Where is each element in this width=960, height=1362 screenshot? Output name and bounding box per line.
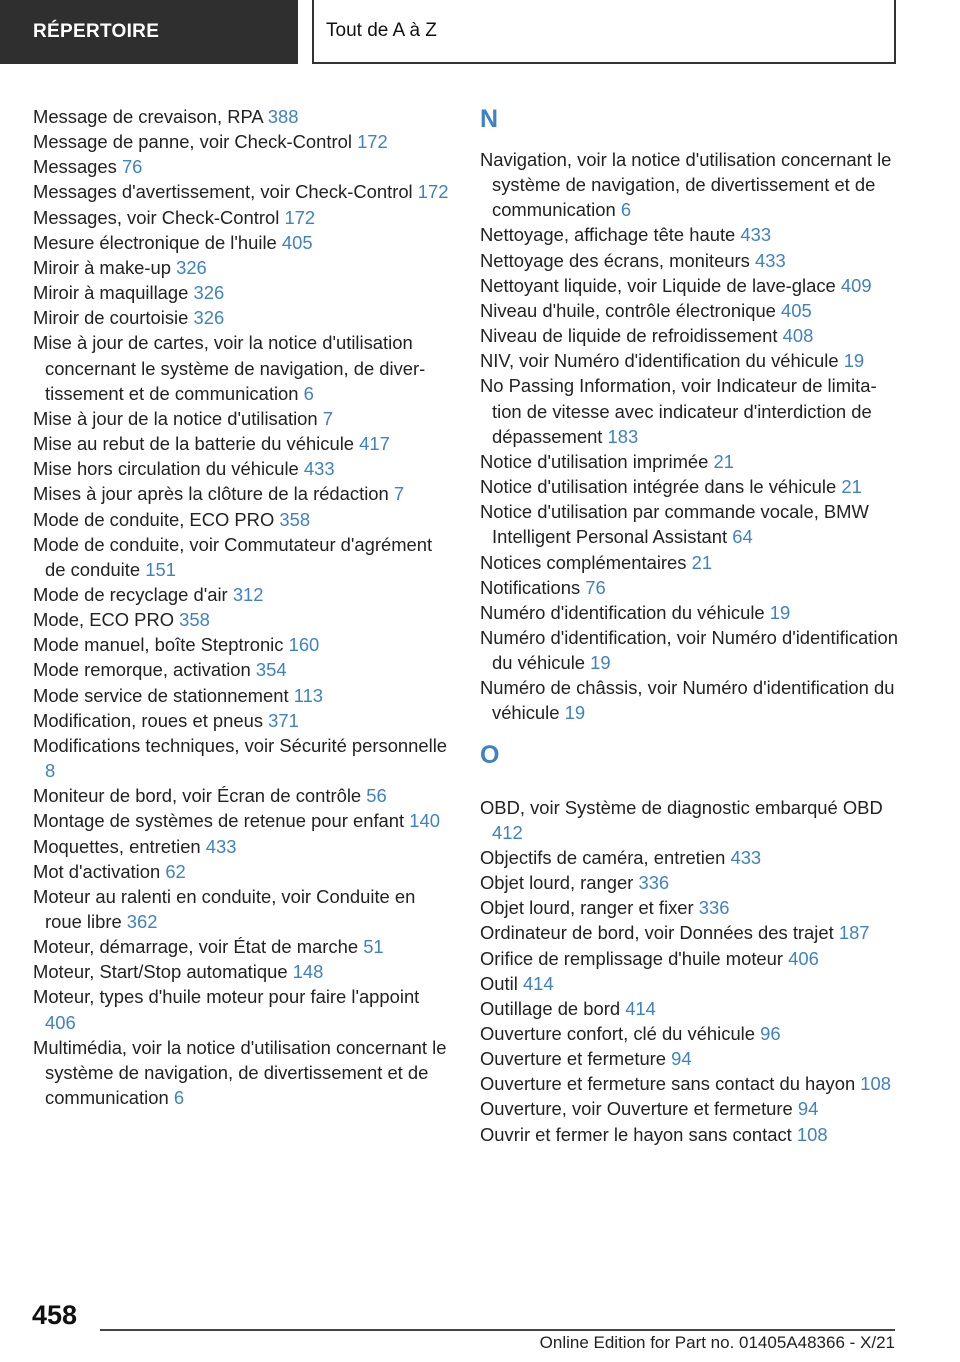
page-reference-link[interactable]: 21 (841, 476, 862, 498)
index-column-right (480, 104, 900, 1147)
index-entry (33, 305, 451, 330)
page-reference-link[interactable]: 148 (292, 961, 324, 983)
entry-text: Moteur au ralenti en conduite, voir Conduite en roue libre (33, 885, 416, 932)
index-entry (33, 205, 451, 230)
entry-text: Mises à jour après la clôture de la rédaction (33, 483, 389, 505)
page-reference-link[interactable]: 140 (409, 810, 440, 832)
page-reference-link[interactable]: 433 (740, 224, 772, 246)
index-entry (33, 834, 451, 859)
entry-text: Mode, ECO PRO (33, 609, 175, 631)
page-reference-link[interactable]: 6 (303, 382, 314, 404)
entry-text: Message de panne, voir Check-Control (33, 131, 352, 153)
page-reference-link[interactable]: 358 (179, 609, 210, 631)
entry-text: Mot d'activation (33, 860, 161, 882)
index-entry (480, 273, 900, 298)
page-reference-link[interactable]: 172 (284, 206, 316, 228)
entry-text: Mode manuel, boîte Steptronic (33, 634, 284, 656)
page-reference-link[interactable]: 62 (165, 860, 186, 882)
page-reference-link[interactable]: 408 (782, 325, 814, 347)
footer-divider (100, 1329, 895, 1331)
page-reference-link[interactable]: 21 (713, 450, 734, 472)
index-entry (33, 959, 451, 984)
page-reference-link[interactable]: 414 (522, 972, 554, 994)
index-entry (33, 507, 451, 532)
entry-text: Notices complémentaires (480, 551, 687, 573)
page-reference-link[interactable]: 433 (205, 835, 237, 857)
index-entry (33, 859, 451, 884)
page-reference-link[interactable]: 51 (363, 936, 384, 958)
page-reference-link[interactable]: 326 (176, 256, 207, 278)
index-entry (33, 884, 451, 934)
index-entry (33, 582, 451, 607)
index-entry (480, 147, 900, 222)
page-number: 458 (32, 1300, 78, 1330)
page-reference-link[interactable]: 406 (788, 947, 819, 969)
edition-text: Online Edition for Part no. 01405A48366 - X/21 (539, 1333, 895, 1352)
page-reference-link[interactable]: 19 (843, 350, 865, 372)
index-entry (480, 1122, 900, 1147)
index-entry (33, 104, 451, 129)
index-entry (33, 481, 451, 506)
page-reference-link[interactable]: 94 (671, 1048, 692, 1070)
entry-text: Message de crevaison, RPA (33, 106, 263, 127)
entry-text: Multimédia, voir la notice d'utilisation concernant le système de navigation, de divertissement et de communication (33, 1036, 447, 1109)
index-entry (480, 996, 900, 1021)
entry-text: Outillage de bord (480, 997, 621, 1019)
page-reference-link[interactable]: 6 (620, 199, 632, 221)
entry-text: Ouverture, voir Ouverture et fermeture (480, 1098, 793, 1120)
entry-text: Mode remorque, activation (33, 659, 251, 681)
index-entry (480, 575, 900, 600)
entry-text: Notifications (480, 576, 581, 598)
entry-text: Mode de conduite, voir Commutateur d'agrément de conduite (33, 533, 433, 580)
page-reference-link[interactable]: 96 (760, 1023, 781, 1044)
index-entry (33, 431, 451, 456)
entry-text: Mise à jour de la notice d'utilisation (33, 407, 318, 429)
entry-text: Ouvrir et fermer le hayon sans contact (480, 1123, 792, 1145)
entry-text: Mode de recyclage d'air (33, 583, 228, 605)
index-entry (480, 298, 900, 323)
entry-text: Moteur, démarrage, voir État de marche (33, 936, 359, 958)
page-reference-link[interactable]: 326 (193, 282, 225, 304)
entry-text: Moteur, types d'huile moteur pour faire l'appoint (33, 986, 420, 1008)
entry-text: Objectifs de caméra, entretien (480, 846, 726, 868)
entry-text: Mode de conduite, ECO PRO (33, 508, 275, 530)
index-entry (480, 373, 900, 448)
page-reference-link[interactable]: 405 (281, 231, 313, 253)
page-reference-link[interactable]: 414 (625, 997, 656, 1019)
index-entry (33, 456, 451, 481)
entry-text: Ouverture et fermeture (480, 1048, 667, 1070)
entry-text: Niveau d'huile, contrôle électronique (480, 299, 776, 321)
page-reference-link[interactable]: 8 (45, 760, 56, 782)
index-entry (480, 248, 900, 273)
entry-text: Ouverture confort, clé du véhicule (480, 1023, 755, 1044)
page-reference-link[interactable]: 19 (590, 652, 611, 674)
entry-text: Notice d'utilisation imprimée (480, 450, 709, 472)
entry-text: Objet lourd, ranger et fixer (480, 897, 694, 919)
page-reference-link[interactable]: 433 (755, 249, 786, 271)
page-reference-link[interactable]: 412 (492, 821, 523, 843)
index-entry (480, 971, 900, 996)
index-entry (33, 607, 451, 632)
index-entry (480, 499, 900, 549)
page-reference-link[interactable]: 312 (232, 583, 264, 605)
page-reference-link[interactable]: 108 (796, 1123, 828, 1145)
entry-text: Mesure électronique de l'huile (33, 231, 277, 253)
page-reference-link[interactable]: 21 (691, 551, 713, 573)
index-entry (480, 895, 900, 920)
page-reference-link[interactable]: 160 (288, 634, 320, 656)
index-entry (33, 984, 451, 1034)
page-reference-link[interactable]: 94 (797, 1098, 819, 1120)
entry-text: Ordinateur de bord, voir Données des trajet (480, 922, 834, 944)
index-entry (480, 845, 900, 870)
index-entry (480, 795, 900, 845)
page-reference-link[interactable]: 362 (126, 911, 158, 932)
entry-text: Numéro de châssis, voir Numéro d'identification du véhicule (480, 677, 895, 724)
entry-text: Messages (33, 156, 117, 178)
entry-text: Nettoyage, affichage tête haute (480, 224, 736, 246)
index-entry (480, 1046, 900, 1071)
index-entry (480, 946, 900, 971)
entry-text: Objet lourd, ranger (480, 872, 634, 894)
page-reference-link[interactable]: 371 (268, 709, 299, 731)
page-reference-link[interactable]: 19 (564, 702, 586, 724)
index-entry (33, 657, 451, 682)
entry-text: Nettoyant liquide, voir Liquide de lave-glace (480, 274, 836, 296)
entry-text: Montage de systèmes de retenue pour enfant (33, 810, 405, 832)
index-entry (480, 675, 900, 725)
index-entry (33, 406, 451, 431)
chapter-title: Tout de A à Z (326, 20, 437, 41)
page-reference-link[interactable]: 113 (293, 684, 324, 706)
entry-text: Notice d'utilisation intégrée dans le véhicule (480, 476, 837, 498)
index-entry (480, 550, 900, 575)
entry-text: Notice d'utilisation par commande vocale, BMW Intelligent Personal Assistant (480, 501, 869, 548)
index-entry (33, 1035, 451, 1110)
page-reference-link[interactable]: 417 (359, 433, 390, 455)
page-reference-link[interactable]: 7 (393, 483, 405, 505)
index-entry (33, 330, 451, 405)
index-letter-n: N (480, 105, 499, 133)
entry-text: Niveau de liquide de refroidissement (480, 325, 778, 347)
page-reference-link[interactable]: 354 (255, 659, 287, 681)
index-list-n (480, 147, 900, 726)
index-entry (33, 280, 451, 305)
page-reference-link[interactable]: 187 (838, 922, 870, 944)
entry-text: Miroir de courtoisie (33, 307, 189, 329)
index-entry (33, 154, 451, 179)
entry-text: Navigation, voir la notice d'utilisation concernant le système de navigation, de divertissement et de communication (480, 149, 892, 221)
footer-edition (100, 1333, 895, 1353)
page-reference-link[interactable]: 336 (698, 897, 730, 919)
page-reference-link[interactable]: 76 (585, 576, 606, 598)
page-reference-link[interactable]: 19 (769, 601, 791, 623)
index-entry (480, 474, 900, 499)
page-reference-link[interactable]: 409 (840, 274, 872, 296)
page-reference-link[interactable]: 336 (638, 872, 670, 894)
entry-text: Miroir à maquillage (33, 282, 189, 304)
index-entry (480, 920, 900, 945)
page-reference-link[interactable]: 388 (267, 106, 299, 127)
section-label: RÉPERTOIRE (33, 21, 160, 42)
index-entry (480, 323, 900, 348)
index-entry (33, 783, 451, 808)
entry-text: Moquettes, entretien (33, 835, 201, 857)
index-entry (33, 532, 451, 582)
entry-text: Ouverture et fermeture sans contact du hayon (480, 1073, 856, 1095)
index-entry (33, 179, 451, 204)
entry-text: NIV, voir Numéro d'identification du véhicule (480, 350, 839, 372)
entry-text: Moteur, Start/Stop automatique (33, 961, 288, 983)
index-entry (33, 733, 451, 783)
entry-text: Modifications techniques, voir Sécurité personnelle (33, 734, 448, 756)
index-letter-o: O (480, 740, 500, 769)
index-entry (480, 600, 900, 625)
page-reference-link[interactable]: 433 (303, 458, 335, 480)
index-column-left (33, 104, 451, 1110)
page-reference-link[interactable]: 7 (322, 407, 333, 429)
index-entry (480, 348, 900, 373)
index-entry (480, 449, 900, 474)
index-entry (480, 870, 900, 895)
page-reference-link[interactable]: 172 (357, 131, 388, 153)
page-reference-link[interactable]: 76 (121, 156, 143, 178)
entry-text: No Passing Information, voir Indicateur de limitation de vitesse avec indicateur d'interdiction de dépassement (480, 375, 877, 447)
index-entry (33, 708, 451, 733)
entry-text: Miroir à make-up (33, 256, 171, 278)
page-reference-link[interactable]: 405 (781, 299, 812, 321)
page-reference-link[interactable]: 6 (173, 1087, 185, 1109)
entry-text: Mise au rebut de la batterie du véhicule (33, 433, 355, 455)
entry-text: Mode service de stationnement (33, 684, 289, 706)
index-entry (480, 1071, 900, 1096)
index-entry (33, 255, 451, 280)
page-reference-link[interactable]: 406 (45, 1011, 76, 1033)
page-reference-link[interactable]: 151 (145, 558, 176, 580)
entry-text: Mise à jour de cartes, voir la notice d'utilisation concernant le système de navigation, de divertissement et de communication (33, 332, 426, 404)
entry-text: Numéro d'identification, voir Numéro d'identification du véhicule (480, 626, 898, 674)
entry-text: Nettoyage des écrans, moniteurs (480, 249, 750, 271)
entry-text: Messages d'avertissement, voir Check-Control (33, 181, 413, 203)
page-reference-link[interactable]: 326 (193, 307, 225, 329)
entry-text: Mise hors circulation du véhicule (33, 458, 299, 480)
page-reference-link[interactable]: 172 (417, 181, 449, 203)
entry-text: Numéro d'identification du véhicule (480, 601, 765, 623)
page-header-title (312, 0, 896, 64)
page-reference-link[interactable]: 433 (730, 846, 762, 868)
page-reference-link[interactable]: 183 (607, 425, 639, 447)
index-entry (33, 808, 451, 833)
section-tab (0, 0, 298, 64)
entry-text: OBD, voir Système de diagnostic embarqué OBD (480, 796, 883, 818)
page-reference-link[interactable]: 64 (732, 526, 753, 548)
index-entry (480, 625, 900, 675)
index-entry (33, 683, 451, 708)
index-entry (33, 934, 451, 959)
entry-text: Outil (480, 972, 518, 994)
page-reference-link[interactable]: 108 (860, 1073, 891, 1095)
index-list-o (480, 795, 900, 1147)
index-entry (33, 129, 451, 154)
index-entry (480, 1096, 900, 1121)
entry-text: Moniteur de bord, voir Écran de contrôle (33, 785, 362, 807)
page-reference-link[interactable]: 358 (279, 508, 311, 530)
entry-text: Messages, voir Check-Control (33, 206, 280, 228)
index-entry (33, 632, 451, 657)
entry-text: Orifice de remplissage d'huile moteur (480, 947, 784, 969)
page-reference-link[interactable]: 56 (366, 785, 387, 807)
entry-text: Modification, roues et pneus (33, 709, 264, 731)
index-entry (480, 222, 900, 247)
index-entry (33, 230, 451, 255)
index-entry (480, 1021, 900, 1046)
